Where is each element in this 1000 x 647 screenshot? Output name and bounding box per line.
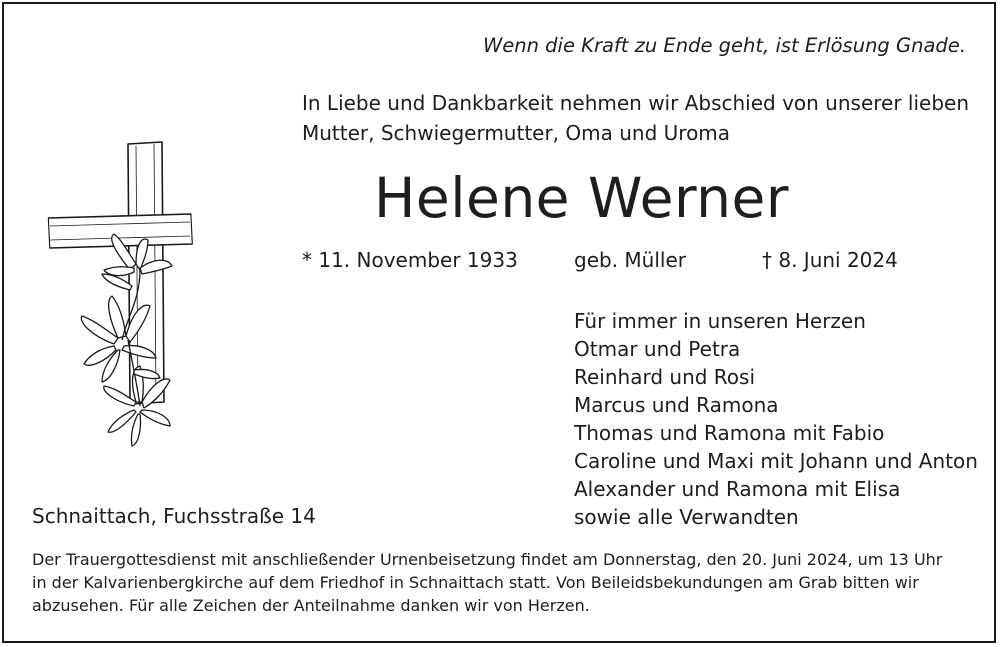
- funeral-notice: [32, 548, 942, 617]
- mourner-line: Caroline und Maxi mit Johann und Anton: [574, 449, 978, 473]
- mourner-line: Für immer in unseren Herzen: [574, 309, 866, 333]
- address: Schnaittach, Fuchsstraße 14: [32, 504, 316, 528]
- cross-with-lilies-icon: [44, 140, 194, 450]
- mourner-line: Thomas und Ramona mit Fabio: [574, 421, 885, 445]
- mourner-line: Marcus und Ramona: [574, 393, 779, 417]
- maiden-name: geb. Müller: [574, 248, 686, 272]
- notice-line: abzusehen. Für alle Zeichen der Anteilnahme danken wir von Herzen.: [32, 596, 590, 615]
- mourners-list: [574, 307, 978, 531]
- birth-date: * 11. November 1933: [302, 248, 518, 272]
- notice-line: Der Trauergottesdienst mit anschließender Urnenbeisetzung findet am Donnerstag, den 20. Juni 2024, um 13 Uhr: [32, 550, 943, 569]
- motto: Wenn die Kraft zu Ende geht, ist Erlösung Gnade.: [482, 34, 966, 57]
- mourner-line: Reinhard und Rosi: [574, 365, 756, 389]
- notice-line: in der Kalvarienbergkirche auf dem Friedhof in Schnaittach statt. Von Beileidsbekundungen am Grab bitten wir: [32, 573, 919, 592]
- mourner-line: Alexander und Ramona mit Elisa: [574, 477, 901, 501]
- intro-text: [302, 88, 969, 148]
- intro-line: In Liebe und Dankbarkeit nehmen wir Abschied von unserer lieben: [302, 91, 970, 115]
- death-date: † 8. Juni 2024: [762, 248, 898, 272]
- mourner-line: sowie alle Verwandten: [574, 505, 799, 529]
- deceased-name: Helene Werner: [374, 166, 789, 230]
- obituary-card: [2, 2, 996, 643]
- mourner-line: Otmar und Petra: [574, 337, 741, 361]
- intro-line: Mutter, Schwiegermutter, Oma und Uroma: [302, 121, 731, 145]
